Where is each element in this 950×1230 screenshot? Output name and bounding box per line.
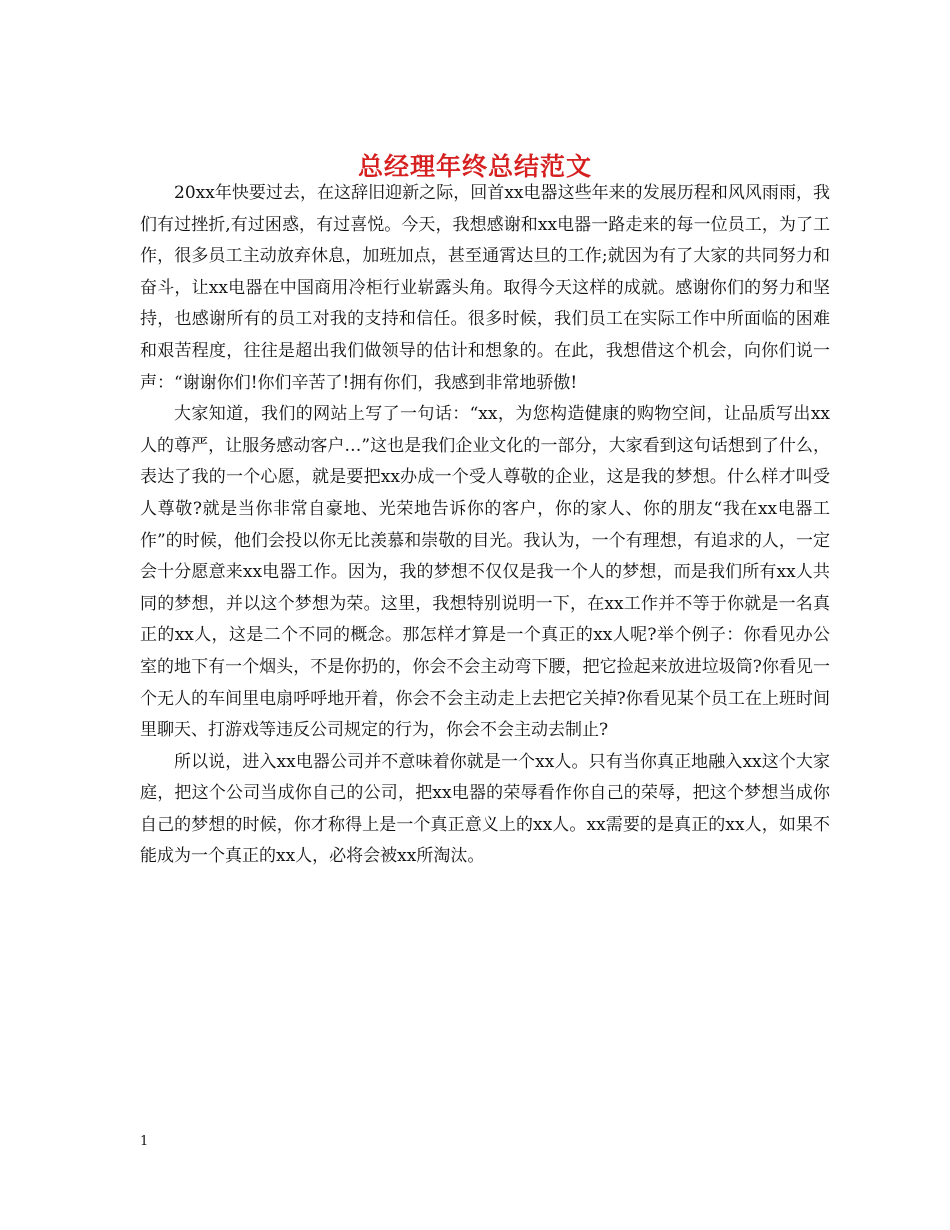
page-number: 1	[140, 1134, 149, 1149]
paragraph-1: 20xx年快要过去，在这辞旧迎新之际，回首xx电器这些年来的发展历程和风风雨雨，我们有过挫折,有过困惑，有过喜悦。今天，我想感谢和xx电器一路走来的每一位员工，为了工作，很多员工主动放弃休息，加班加点，甚至通霄达旦的工作;就因为有了大家的共同努力和奋斗，让xx电器在中国商用冷柜行业崭露头角。取得今天这样的成就。感谢你们的努力和坚持，也感谢所有的员工对我的支持和信任。很多时候，我们员工在实际工作中所面临的困难和艰苦程度，往往是超出我们做领导的估计和想象的。在此，我想借这个机会，向你们说一声：“谢谢你们!你们辛苦了!拥有你们，我感到非常地骄傲!	[140, 183, 830, 393]
paragraph-2: 大家知道，我们的网站上写了一句话：“xx，为您构造健康的购物空间，让品质写出xx人的尊严，让服务感动客户…”这也是我们企业文化的一部分，大家看到这句话想到了什么，表达了我的一个心愿，就是要把xx办成一个受人尊敬的企业，这是我的梦想。什么样才叫受人尊敬?就是当你非常自豪地、光荣地告诉你的客户，你的家人、你的朋友“我在xx电器工作”的时候，他们会投以你无比羡慕和崇敬的目光。我认为，一个有理想，有追求的人，一定会十分愿意来xx电器工作。因为，我的梦想不仅仅是我一个人的梦想，而是我们所有xx人共同的梦想，并以这个梦想为荣。这里，我想特别说明一下，在xx工作并不等于你就是一名真正的xx人，这是二个不同的概念。那怎样才算是一个真正的xx人呢?举个例子：你看见办公室的地下有一个烟头，不是你扔的，你会不会主动弯下腰，把它捡起来放进垃圾筒?你看见一个无人的车间里电扇呼呼地开着，你会不会主动走上去把它关掉?你看见某个员工在上班时间里聊天、打游戏等违反公司规定的行为，你会不会主动去制止?	[140, 404, 830, 741]
document-body	[140, 178, 830, 873]
document-title: 总经理年终总结范文	[357, 151, 592, 181]
paragraph-3: 所以说，进入xx电器公司并不意味着你就是一个xx人。只有当你真正地融入xx这个大家庭，把这个公司当成你自己的公司，把xx电器的荣辱看作你自己的荣辱，把这个梦想当成你自己的梦想的时候，你才称得上是一个真正意义上的xx人。xx需要的是真正的xx人，如果不能成为一个真正的xx人，必将会被xx所淘汰。	[140, 751, 830, 867]
